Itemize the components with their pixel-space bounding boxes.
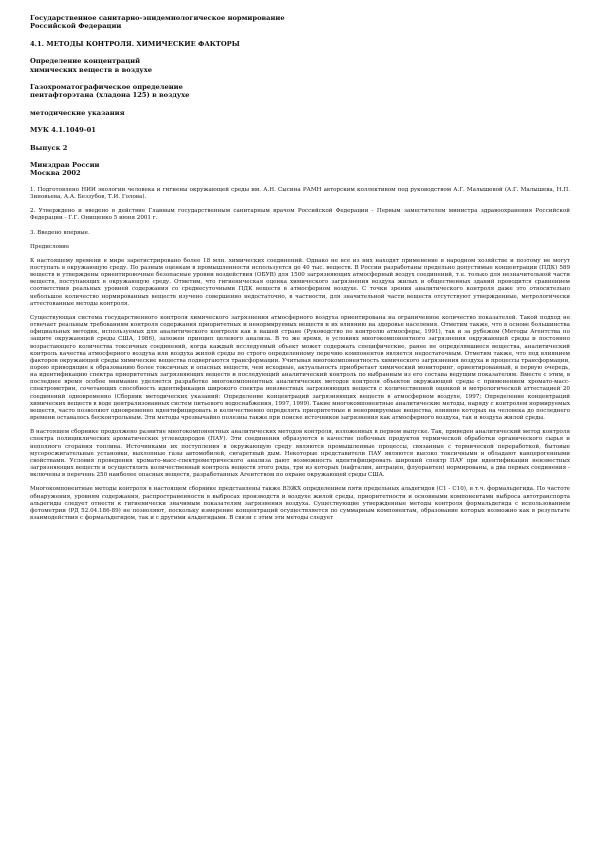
method-block — [30, 83, 570, 100]
doc-code: МУК 4.1.1049-01 — [30, 126, 96, 135]
header-line-2: Российской Федерации — [30, 22, 122, 31]
method-line-2: пентафторэтана (хладона 125) в воздухе — [30, 91, 190, 100]
preface-title: Предисловие — [30, 243, 70, 250]
subject-block — [30, 57, 570, 74]
section-title: 4.1. МЕТОДЫ КОНТРОЛЯ. ХИМИЧЕСКИЕ ФАКТОРЫ — [30, 39, 240, 48]
publisher: Минздрав России — [30, 161, 100, 170]
header-line-1: Государственное санитарно-эпидемиологическое нормирование — [30, 14, 285, 22]
subject-line-1: Определение концентраций — [30, 57, 141, 66]
paragraph-1: 1. Подготовлено НИИ экологии человека и гигиены окружающей среды им. А.Н. Сысина РАМН авторским коллективом под руководством А.Г. Малышевой (А.Г. Малышева, Н.П. Зиновьева, А.А. Беззубов, Т.И. Голова). — [30, 186, 570, 201]
method-line-1: Газохроматографическое определение — [30, 83, 183, 92]
issue-block — [30, 144, 570, 152]
paragraph-6: В настоящем сборнике продолжено развитие многокомпонентных аналитических методов контроля, изложенных в первом выпуске. Так, приведен аналитический метод контроля спектра полициклических ароматических углеводородов (ПАУ). Эти соединения образуются в качестве побочных продуктов термической обработки органического сырья и неполного сгорания топлива. Источниками их поступления в окружающую среду являются промышленные процессы, связанные с термической переработкой, бытовые мусоросжигательные установки, выхлопные газы автомобилей, сигаретный дым. Некоторые представители ПАУ являются высоко токсичными и обладают канцерогенными свойствами. Условия проведения хромато-масс-спектрометрического анализа дают возможность идентифицировать широкий спектр ПАУ при идентификации неизвестных загрязняющих веществ и осуществлять количественный контроль веществ этого ряда, три из которых (нафталин, антрацен, флуорантен) нормированы, а два первых соединения - включены в перечень 250 наиболее опасных веществ, разработанных Агентством по охране окружающей среды США. — [30, 429, 570, 479]
header-block — [30, 14, 570, 31]
paragraph-3: 3. Введено впервые. — [30, 229, 90, 236]
doc-type: методические указания — [30, 108, 125, 117]
issue: Выпуск 2 — [30, 143, 68, 152]
city-year: Москва 2002 — [30, 169, 81, 178]
paragraph-7: Многокомпонентные методы контроля в настоящем сборнике представлены также ВЭЖХ определением пяти предельных альдегидов (С1 - С10), в т.ч. формальдегида. По частоте обнаружения, уровням содержания, распространенности в выбросах производств и воздухе жилой среды, приоритетности и основными компонентами выброса автотранспорта альдегиды следует отнести к гигиенически значимым показателям загрязнения воздуха. Существующие утвержденные методы контроля формальдегида с использованием фотометрии (РД 52.04.186-89) не позволяют, поскольку измерение концентраций осуществляется по суммарным компонентам, образование которых возможно как в результате взаимодействия с формальдегидом, так и с другими альдегидами. В связи с этим эти методы следует — [30, 486, 570, 521]
doc-type-block — [30, 109, 570, 117]
section-block — [30, 40, 570, 48]
subject-line-2: химических веществ в воздухе — [30, 65, 152, 74]
paragraph-4: К настоящему времени в мире зарегистрировано более 18 млн. химических соединений. Однако не все из них находят применение в народном хозяйстве и поэтому не могут поступать в окружающую среду. По разным оценкам в промышленности используется до 40 тыс. веществ. В России разработаны предельно допустимые концентрации (ПДК) 589 веществ и утверждены ориентировочные безопасные уровни воздействия (ОБУВ) для 1500 загрязняющих атмосферный воздух соединений, т.е. только для незначительной части веществ, поступающих в окружающую среду. Отметим, что гигиеническая оценка химического загрязнения воздуха жилых и общественных зданий проводится сравнением соответствия реальных уровней содержания со среднесуточными ПДК веществ в атмосферном воздухе. С точки зрения аналитического контроля даже это относительно небольшое количество нормированных веществ изучено совершенно недостаточно, в частности, для значительной части веществ отсутствуют утвержденные, метрологически аттестованные методы контроля. — [30, 257, 570, 307]
paragraph-5: Существующая система государственного контроля химического загрязнения атмосферного воздуха ориентирована на ограниченное количество показателей. Такой подход не отвечает реальным требованиям контроля содержания приоритетных и ненормируемых веществ и их влиянию на здоровье населения. Отметим также, что в основе большинства официальных методик, используемых для аналитического контроля как в нашей стране (Руководство по контролю атмосферы, 1991), так и за рубежом (Методы Агентства по защите окружающей среды США, 1986), заложен принцип целевого анализа. В то же время, в условиях многокомпонентного загрязнения окружающей среды и постоянно возрастающего количества токсичных соединений, когда каждый исследуемый объект может содержать специфические, ранее не определявшиеся вещества, аналитический контроль качества атмосферного воздуха или воздуха жилой среды по строго определенному перечню компонентов является недостаточным. Отметим также, что под влиянием факторов окружающей среды химические вещества подвергаются трансформации. Учитывая многокомпонентность химического загрязнения воздуха и процессы трансформации, порою приводящие к образованию более токсичных и опасных веществ, чем исходные, актуальность приобретает химический мониторинг, ориентированный, в первую очередь, на идентификацию спектра приоритетных загрязняющих веществ и последующий аналитический контроль по выбранным из его состава ведущим показателям. Вместе с этим, в последнее время особое внимание уделяется разработке многокомпонентных аналитических методов контроля объектов окружающей среды с применением хромато-масс-спектрометрии, сочетающих способность идентификации широкого спектра неизвестных загрязняющих веществ с количественной оценкой и метрологической аттестацией 20 соединений одновременно (Сборник методических указаний: Определение концентраций загрязняющих веществ в атмосферном воздухе, 1997; Определение концентраций химических веществ в воде централизованных систем питьевого водоснабжения, 1997, 1999). Такие многокомпонентные аналитические методы, наряду с контролем нормируемых веществ, часто позволяют одновременно идентифицировать и количественно определять приоритетные и ненормируемые вещества, влияние которых на человека до последнего времени оставалось бесконтрольным. Эти методы чрезвычайно полезны также при поиске источников загрязнения как атмосферного воздуха, так и воздуха жилой среды. — [30, 314, 570, 422]
publisher-block — [30, 161, 570, 178]
paragraph-2: 2. Утверждено и введено в действие Главным государственным санитарным врачом Российской Федерации - Первым заместителем министра здравоохранения Российской Федерации - Г.Г. Онищенко 5 июня 2001 г. — [30, 208, 570, 222]
doc-code-block — [30, 126, 570, 134]
document-page — [30, 14, 570, 529]
